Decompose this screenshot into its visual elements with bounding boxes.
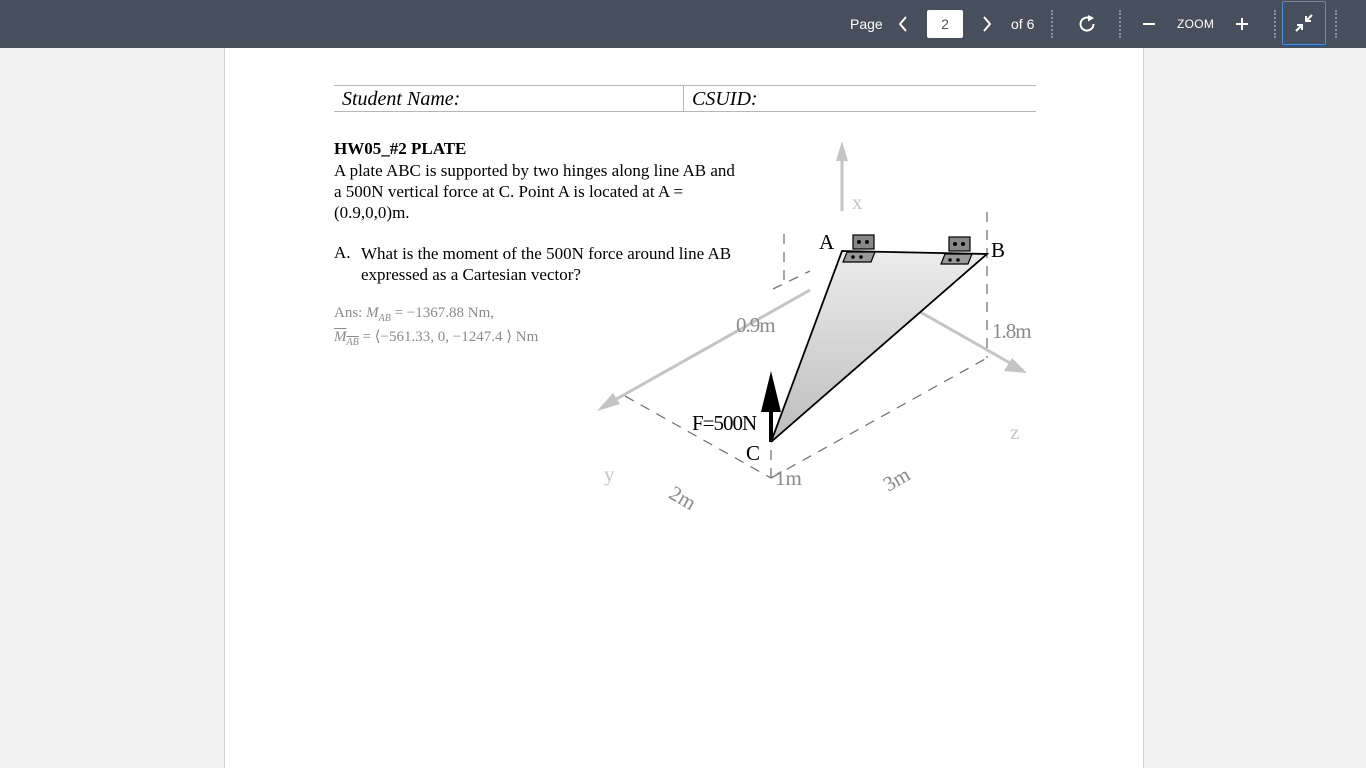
toolbar-separator — [1051, 10, 1053, 38]
collapse-icon — [1294, 13, 1314, 33]
answer-line-1 — [334, 305, 494, 324]
x-axis-label: x — [852, 190, 863, 214]
point-a-label: A — [819, 230, 835, 254]
plate-abc — [771, 251, 987, 442]
chevron-right-icon — [981, 15, 993, 33]
point-b-label: B — [991, 238, 1006, 262]
force-label: F=500N — [692, 411, 757, 435]
problem-title: HW05_#2 PLATE — [334, 139, 467, 158]
x-axis-arrow — [836, 141, 848, 161]
dimension-z-length: 3m — [878, 462, 915, 497]
answer-scalar-value: = −1367.88 Nm, — [390, 305, 494, 321]
y-axis — [613, 290, 810, 401]
question-marker: A. — [334, 243, 351, 262]
toolbar-separator — [1335, 10, 1337, 38]
student-name-label: Student Name: — [342, 88, 461, 110]
document-page — [224, 48, 1144, 768]
plus-icon — [1234, 16, 1250, 32]
question-text: What is the moment of the 500N force around line AB expressed as a Cartesian vector? — [361, 244, 732, 284]
answer-line-2 — [334, 327, 538, 348]
force-arrowhead — [761, 371, 781, 412]
dimension-c-height: 1m — [775, 466, 802, 490]
page-label: Page — [850, 16, 883, 32]
hinge-a — [843, 235, 875, 262]
dimension-a-height: 0.9m — [736, 313, 775, 337]
info-divider — [683, 86, 684, 111]
pdf-toolbar — [0, 0, 1366, 48]
minus-icon — [1141, 16, 1157, 32]
rotate-icon — [1076, 13, 1098, 35]
dimension-b-height: 1.8m — [992, 319, 1031, 343]
chevron-left-icon — [897, 15, 909, 33]
problem-statement: A plate ABC is supported by two hinges along line AB and a 500N vertical force at C. Point A is located at A = (0.9,0,0)m. — [334, 161, 735, 222]
answer-subscript: AB — [378, 313, 391, 324]
y-axis-label: y — [604, 462, 615, 486]
answer-vector-value: = ⟨−561.33, 0, −1247.4 ⟩ Nm — [358, 329, 539, 345]
dimension-lines — [625, 212, 987, 478]
total-pages-label: of 6 — [1011, 16, 1035, 32]
zoom-out-button[interactable] — [1137, 0, 1161, 48]
toolbar-separator — [1274, 10, 1276, 38]
answer-vector-symbol: M — [334, 329, 347, 345]
page-number-input[interactable] — [927, 10, 963, 38]
next-page-button[interactable] — [976, 0, 998, 48]
point-c-label: C — [746, 441, 761, 465]
rotate-button[interactable] — [1072, 0, 1102, 48]
answer-vector-subscript: AB — [346, 337, 359, 348]
zoom-in-button[interactable] — [1230, 0, 1254, 48]
hinge-b — [941, 237, 972, 264]
student-info-row — [334, 85, 1036, 112]
y-axis-arrow — [597, 393, 620, 411]
zoom-label: ZOOM — [1177, 17, 1215, 31]
z-axis-label: z — [1010, 420, 1020, 444]
toolbar-separator — [1119, 10, 1121, 38]
plate-diagram — [585, 136, 1035, 515]
previous-page-button[interactable] — [892, 0, 914, 48]
csuid-label: CSUID: — [692, 88, 758, 110]
answer-symbol: M — [366, 305, 379, 321]
exit-fullscreen-button[interactable] — [1282, 1, 1326, 45]
answer-prefix: Ans: — [334, 305, 367, 321]
dimension-y-length: 2m — [665, 480, 701, 515]
